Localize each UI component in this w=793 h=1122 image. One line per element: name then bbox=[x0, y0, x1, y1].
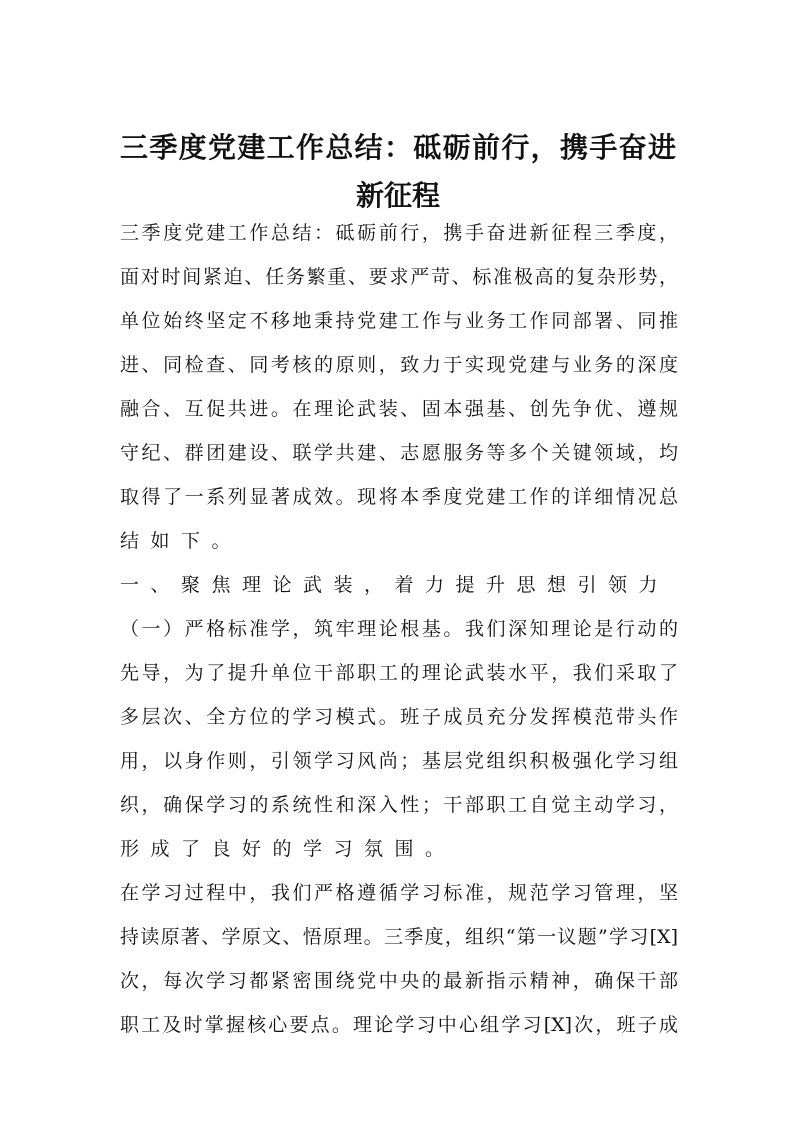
paragraph bbox=[120, 871, 678, 1047]
text-line: 融合、互促共进。在理论武装、固本强基、创先争优、遵规 bbox=[120, 398, 678, 420]
title-line-1: 三季度党建工作总结：砥砺前行，携手奋进 bbox=[120, 131, 676, 164]
text-line: 职工及时掌握核心要点。理论学习中心组学习[X]次，班子成 bbox=[120, 1014, 678, 1036]
paragraph bbox=[120, 211, 678, 563]
text-line: 先导，为了提升单位干部职工的理论武装水平，我们采取了 bbox=[120, 662, 678, 684]
title-line-2: 新征程 bbox=[355, 179, 440, 212]
text-line: 次，每次学习都紧密围绕党中央的最新指示精神，确保干部 bbox=[120, 970, 678, 992]
paragraph bbox=[120, 607, 678, 871]
text-line: 在学习过程中，我们严格遵循学习标准，规范学习管理，坚 bbox=[120, 882, 678, 904]
text-line: 单位始终坚定不移地秉持党建工作与业务工作同部署、同推 bbox=[120, 310, 678, 332]
text-line: 形成了良好的学习氛围。 bbox=[120, 838, 456, 860]
document-title bbox=[120, 124, 676, 220]
text-line: 一、聚焦理论武装，着力提升思想引领力 bbox=[120, 574, 670, 596]
text-line: 多层次、全方位的学习模式。班子成员充分发挥模范带头作 bbox=[120, 706, 678, 728]
text-line: 结如下。 bbox=[120, 530, 243, 552]
text-line: 织，确保学习的系统性和深入性；干部职工自觉主动学习， bbox=[120, 794, 678, 816]
text-line: 持读原著、学原文、悟原理。三季度，组织“第一议题”学习[X] bbox=[120, 926, 678, 948]
document-body bbox=[120, 211, 678, 1047]
section-heading bbox=[120, 563, 678, 607]
text-line: 取得了一系列显著成效。现将本季度党建工作的详细情况总 bbox=[120, 486, 678, 508]
text-line: 守纪、群团建设、联学共建、志愿服务等多个关键领域，均 bbox=[120, 442, 678, 464]
text-line: 用，以身作则，引领学习风尚；基层党组织积极强化学习组 bbox=[120, 750, 678, 772]
text-line: 进、同检查、同考核的原则，致力于实现党建与业务的深度 bbox=[120, 354, 678, 376]
text-line: 三季度党建工作总结：砥砺前行，携手奋进新征程三季度， bbox=[120, 222, 678, 244]
text-line: 面对时间紧迫、任务繁重、要求严苛、标准极高的复杂形势， bbox=[120, 266, 678, 288]
text-line: （一）严格标准学，筑牢理论根基。我们深知理论是行动的 bbox=[120, 618, 678, 640]
